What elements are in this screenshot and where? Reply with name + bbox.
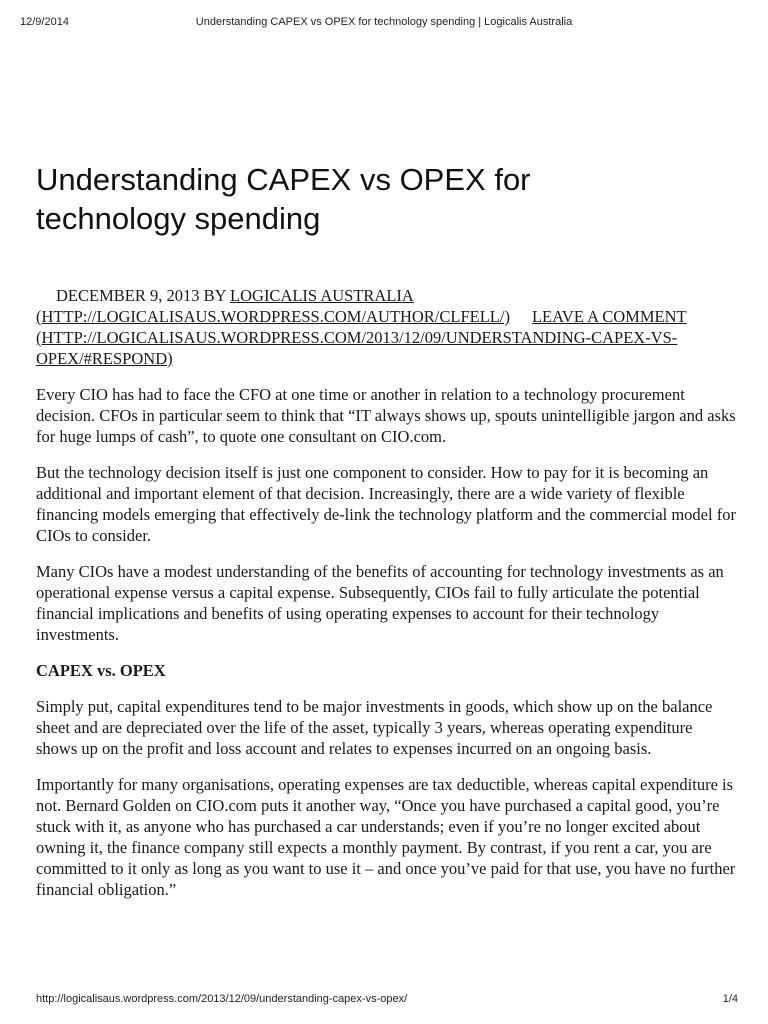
page-number: 1/4 [722,993,738,1005]
paragraph: Every CIO has had to face the CFO at one time or another in relation to a technology procurement decision. CFOs in particular seem to think that “IT always shows up, spouts unintelligible jargon and asks for huge lumps of cash”, to quote one consultant on CIO.com. [36,385,736,446]
section-heading: CAPEX vs. OPEX [36,661,166,680]
paragraph: Many CIOs have a modest understanding of the benefits of accounting for technology investments as an operational expense versus a capital expense. Subsequently, CIOs fail to fully articulate the potential financial implications and benefits of using operating expenses to account for their technology investments. [36,562,724,644]
author-name: LOGICALIS AUSTRALIA [230,286,414,305]
article-title: Understanding CAPEX vs OPEX for technology spending [36,162,531,236]
comment-url: (HTTP://LOGICALISAUS.WORDPRESS.COM/2013/12/09/UNDERSTANDING-CAPEX-VS-OPEX/#RESPOND) [36,328,678,368]
paragraph: Importantly for many organisations, operating expenses are tax deductible, whereas capital expenditure is not. Bernard Golden on CIO.com puts it another way, “Once you have purchased a capital good, you’re stuck with it, as anyone who has purchased a car understands; even if you’re no longer excited about owning it, the finance company still expects a monthly payment. By contrast, if you rent a car, you are committed to it only as long as you want to use it – and once you’ve paid for that use, you have no further financial obligation.” [36,775,736,899]
article-body [36,384,736,915]
byline-prefix: BY [203,286,226,305]
print-header [20,16,748,30]
post-date: DECEMBER 9, 2013 [56,286,200,305]
author-url: (HTTP://LOGICALISAUS.WORDPRESS.COM/AUTHOR/CLFELL/) [36,307,510,326]
print-date: 12/9/2014 [20,16,69,28]
article-meta [36,285,726,369]
comment-label: LEAVE A COMMENT [531,307,687,326]
print-url: http://logicalisaus.wordpress.com/2013/12/09/understanding-capex-vs-opex/ [36,993,408,1005]
paragraph: But the technology decision itself is just one component to consider. How to pay for it is becoming an additional and important element of that decision. Increasingly, there are a wide variety of flexible financing models emerging that effectively de-link the technology platform and the commercial model for CIOs to consider. [36,463,736,545]
paragraph: Simply put, capital expenditures tend to be major investments in goods, which show up on the balance sheet and are depreciated over the life of the asset, typically 3 years, whereas operating expenditure shows up on the profit and loss account and relates to expenses incurred on an ongoing basis. [36,697,713,758]
print-page-title: Understanding CAPEX vs OPEX for technology spending | Logicalis Australia [195,16,573,28]
print-footer [36,993,748,1007]
